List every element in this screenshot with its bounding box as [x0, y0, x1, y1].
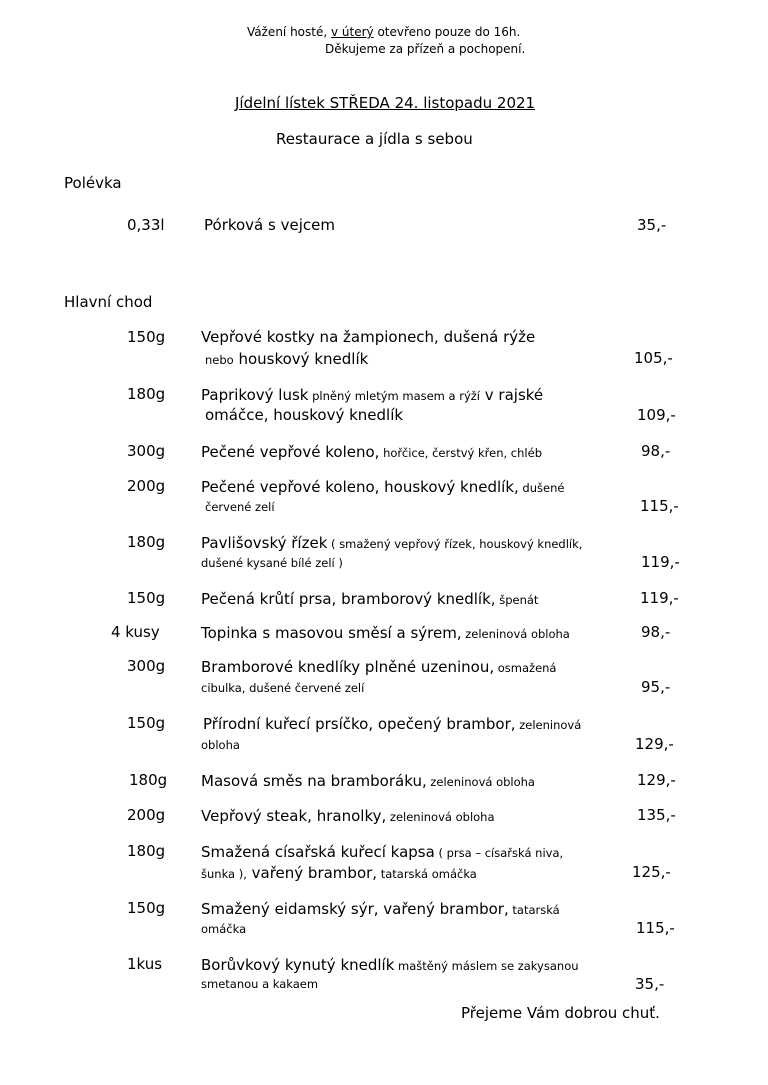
item-price: 98,-: [641, 442, 671, 460]
item-qty: 150g: [127, 589, 166, 607]
item-name: Masová směs na bramboráku,: [201, 772, 427, 790]
item-desc: zeleninová obloha: [386, 810, 495, 824]
item-side: vařený brambor,: [246, 864, 378, 882]
item-name: Pečená krůtí prsa, bramborový knedlík,: [201, 590, 496, 608]
item-desc: nebo: [205, 353, 234, 367]
item-desc: plněný mletým masem a rýží: [308, 389, 481, 403]
item-side: houskový knedlík: [233, 350, 369, 368]
item-name: Vepřové kostky na žampionech, dušená rýže: [201, 328, 536, 346]
item-desc: hořčice, čerstvý křen, chléb: [379, 446, 542, 460]
item-line-1: [201, 328, 535, 346]
item-desc: maštěný máslem se zakysanou: [394, 959, 579, 973]
item-price: 35,-: [635, 975, 665, 993]
item-name: Smažený eidamský sýr, vařený brambor,: [201, 900, 509, 918]
item-name: Bramborové knedlíky plněné uzeninou,: [201, 658, 495, 676]
notice-line-2: Děkujeme za přízeň a pochopení.: [325, 42, 526, 56]
item-name: Vepřový steak, hranolky,: [201, 807, 387, 825]
item-line-1: [201, 842, 563, 861]
item-price: 129,-: [635, 735, 674, 753]
item-price: 135,-: [637, 806, 676, 824]
item-qty: 150g: [127, 899, 166, 917]
item-line-1: [201, 477, 564, 496]
item-desc: osmažená: [494, 661, 557, 675]
item-name: Topinka s masovou směsí a sýrem,: [201, 624, 462, 642]
item-qty: 1kus: [127, 955, 163, 973]
item-line-2: [201, 863, 477, 882]
item-desc: zeleninová: [515, 718, 582, 732]
item-line-1: [201, 899, 560, 918]
menu-title: Jídelní lístek STŘEDA 24. listopadu 2021: [235, 94, 536, 112]
item-desc: špenát: [495, 593, 539, 607]
notice-underlined-day: v úterý: [330, 25, 374, 39]
item-desc: ( smažený vepřový řízek, houskový knedlík,: [327, 537, 583, 551]
notice-text: Vážení hosté,: [247, 25, 331, 39]
item-name: Přírodní kuřecí prsíčko, opečený brambor,: [203, 715, 516, 733]
item-qty: 180g: [129, 771, 168, 789]
item-line-2: omáčka: [201, 922, 247, 936]
item-qty: 200g: [127, 477, 166, 495]
item-qty: 300g: [127, 657, 166, 675]
item-price: 98,-: [641, 623, 671, 641]
item-line-2: omáčce, houskový knedlík: [205, 406, 404, 424]
item-line-1: [201, 771, 535, 790]
item-desc: zeleninová obloha: [426, 775, 535, 789]
item-qty: 180g: [127, 533, 166, 551]
item-desc: tatarská: [508, 903, 560, 917]
notice-line-1: [247, 25, 520, 39]
item-price: 95,-: [641, 678, 671, 696]
item-qty: 150g: [127, 328, 166, 346]
item-line-2: cibulka, dušené červené zelí: [201, 681, 365, 695]
item-desc: zeleninová obloha: [461, 627, 570, 641]
item-line-2: červené zelí: [205, 500, 275, 514]
item-name: Paprikový lusk: [201, 386, 309, 404]
item-qty: 180g: [127, 385, 166, 403]
item-line-2: dušené kysané bílé zelí ): [201, 556, 343, 570]
item-qty: 4 kusy: [111, 623, 160, 641]
soup-price: 35,-: [637, 216, 667, 234]
notice-text: otevřeno pouze do 16h.: [373, 25, 521, 39]
item-price: 109,-: [637, 406, 676, 424]
item-desc: šunka ),: [201, 867, 247, 881]
soup-name: Pórková s vejcem: [204, 216, 335, 234]
item-name: Smažená císařská kuřecí kapsa: [201, 843, 435, 861]
section-heading-soup: Polévka: [64, 174, 122, 192]
item-name: Pavlišovský řízek: [201, 534, 328, 552]
item-desc: dušené: [518, 481, 565, 495]
item-line-1: [201, 806, 495, 825]
item-desc: tatarská omáčka: [377, 867, 477, 881]
item-line-2: obloha: [201, 738, 240, 752]
item-qty: 200g: [127, 806, 166, 824]
item-price: 115,-: [636, 919, 675, 937]
item-qty: 180g: [127, 842, 166, 860]
item-name: Pečené vepřové koleno, houskový knedlík,: [201, 478, 519, 496]
item-line-1: [201, 657, 556, 676]
item-line-1: [201, 533, 582, 552]
item-price: 105,-: [634, 349, 673, 367]
item-qty: 150g: [127, 714, 166, 732]
item-line-1: [203, 714, 581, 733]
footer-wish: Přejeme Vám dobrou chuť.: [461, 1004, 660, 1022]
item-line-1: [201, 589, 538, 608]
item-price: 119,-: [640, 589, 679, 607]
item-line-1: [201, 623, 570, 642]
menu-subtitle: Restaurace a jídla s sebou: [276, 130, 473, 148]
item-line-1: [201, 385, 543, 404]
item-price: 129,-: [637, 771, 676, 789]
item-line-1: [201, 442, 542, 461]
item-line-2: smetanou a kakaem: [201, 977, 319, 991]
item-price: 125,-: [632, 863, 671, 881]
item-line-1: [201, 955, 579, 974]
item-name: Borůvkový kynutý knedlík: [201, 956, 395, 974]
item-line-2: [205, 349, 368, 368]
soup-qty: 0,33l: [127, 216, 165, 234]
item-price: 119,-: [641, 553, 680, 571]
item-qty: 300g: [127, 442, 166, 460]
item-name-cont: v rajské: [480, 386, 544, 404]
item-name: Pečené vepřové koleno,: [201, 443, 380, 461]
section-heading-mains: Hlavní chod: [64, 293, 153, 311]
item-desc: ( prsa – císařská niva,: [434, 846, 564, 860]
item-price: 115,-: [640, 497, 679, 515]
